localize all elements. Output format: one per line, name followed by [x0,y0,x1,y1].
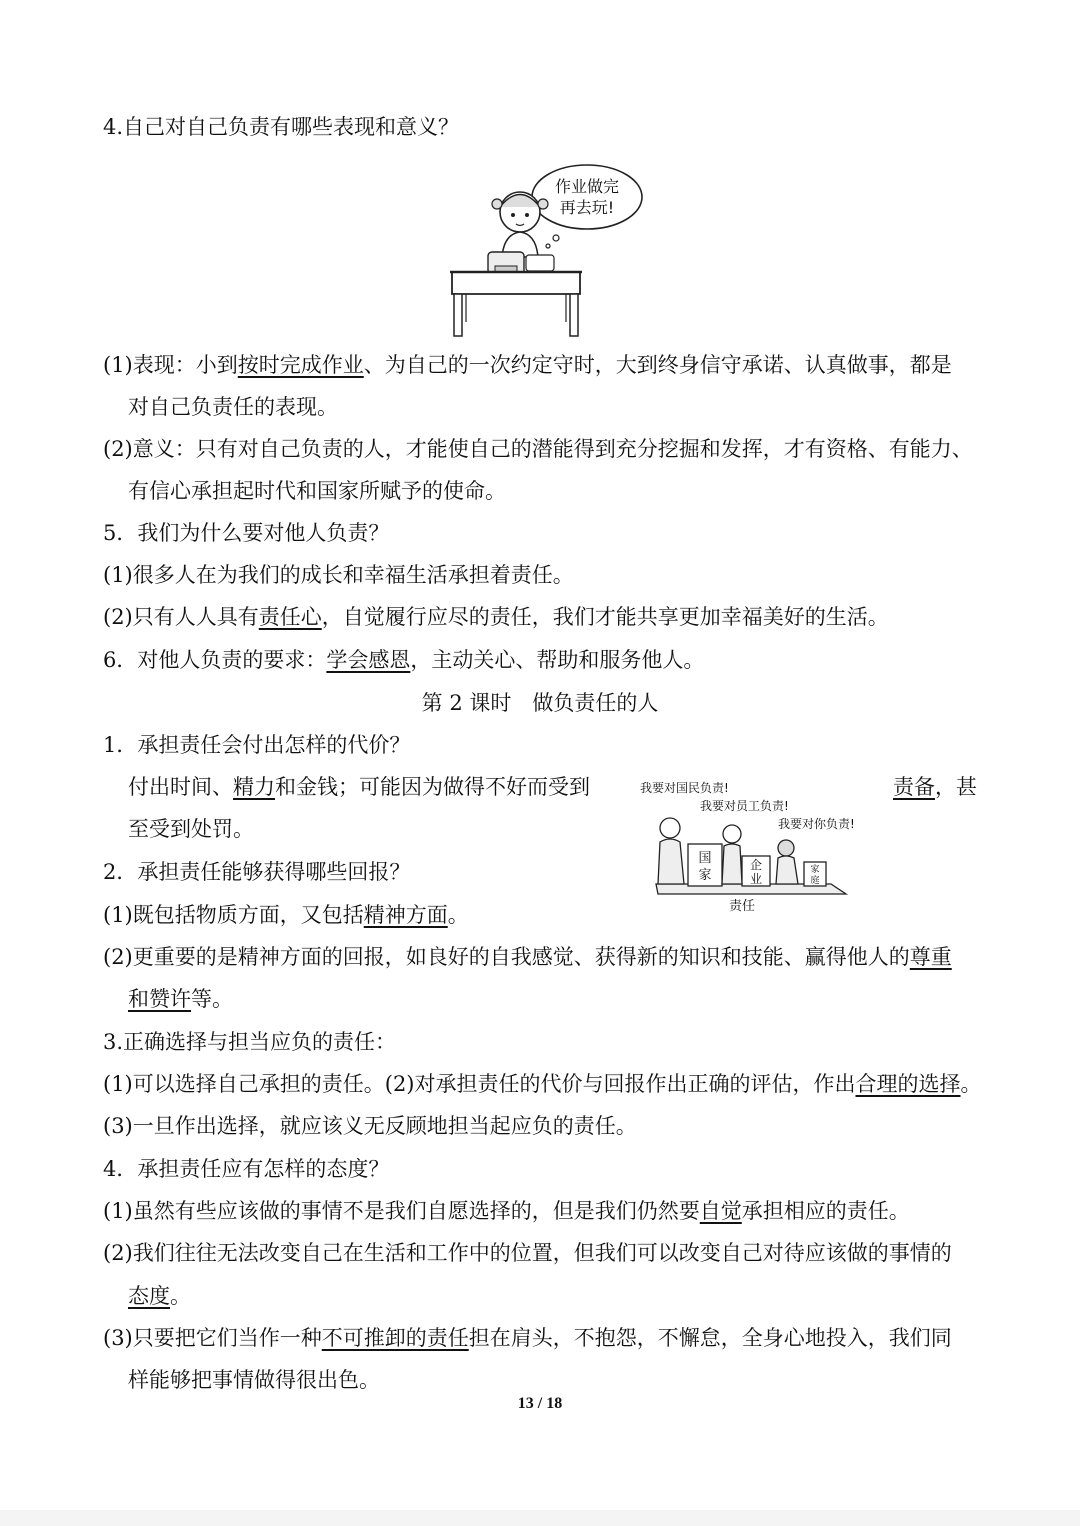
q6-line: 6．对他人负责的要求：学会感恩，主动关心、帮助和服务他人。 [103,648,705,672]
page-number: 13 / 18 [517,1395,563,1412]
q4-meaning-line2: 有信心承担起时代和国家所赋予的使命。 [128,479,506,503]
s4-title: 4．承担责任应有怎样的态度？ [103,1157,390,1181]
bubble-enterprise: 我要对员工负责! [700,799,789,813]
s4-point1: (1)虽然有些应该做的事情不是我们自愿选择的，但是我们仍然要自觉承担相应的责任。 [103,1199,910,1223]
s4-point2-line2: 态度。 [128,1284,191,1308]
q4-title: 4.自己对自己负责有哪些表现和意义？ [103,115,460,139]
s3-point3: (3)一旦作出选择，就应该义无反顾地担当起应负的责任。 [103,1114,637,1138]
s3-point1: (1)可以选择自己承担的责任。(2)对承担责任的代价与回报作出正确的评估，作出合理的选择。 [103,1072,982,1096]
s2-point2-line1: (2)更重要的是精神方面的回报，如良好的自我感觉、获得新的知识和技能、赢得他人的尊重 [103,945,952,969]
q4-expression-line1: (1)表现：小到按时完成作业、为自己的一次约定守时，大到终身信守承诺、认真做事，都是 [103,353,952,377]
s2-point2-line2: 和赞许等。 [128,987,233,1011]
page-bottom-edge [0,1510,1080,1526]
box-enterprise-char2: 业 [749,872,763,886]
s4-point2-line1: (2)我们往往无法改变自己在生活和工作中的位置，但我们可以改变自己对待应该做的事情的 [103,1241,952,1265]
box-enterprise-char1: 企 [749,858,763,872]
box-country-char1: 国 [698,851,712,866]
speech-line-1: 作业做完 [554,177,620,196]
box-family-char1: 家 [810,865,820,875]
q5-point1: (1)很多人在为我们的成长和幸福生活承担着责任。 [103,563,574,587]
s2-title: 2．承担责任能够获得哪些回报？ [103,860,411,884]
lesson-title: 第 2 课时 做负责任的人 [421,691,659,715]
s1-answer-line1: 付出时间、精力和金钱；可能因为做得不好而受到 [128,775,590,799]
q5-title: 5．我们为什么要对他人负责？ [103,521,390,545]
figure-caption: 责任 [728,899,756,914]
box-family-char2: 庭 [810,876,820,886]
girl-homework-illustration [440,162,650,340]
s4-point3-line1: (3)只要把它们当作一种不可推卸的责任担在肩头，不抱怨，不懈怠，全身心地投入，我们同 [103,1326,952,1350]
s1-answer-line2: 至受到处罚。 [128,817,254,841]
q5-point2: (2)只有人人具有责任心，自觉履行应尽的责任，我们才能共享更加幸福美好的生活。 [103,605,889,629]
s2-point1: (1)既包括物质方面，又包括精神方面。 [103,903,469,927]
speech-line-2: 再去玩! [559,198,615,217]
bubble-family: 我要对你负责! [778,817,855,831]
bubble-country: 我要对国民负责! [640,781,729,795]
s1-title: 1．承担责任会付出怎样的代价？ [103,733,411,757]
box-country-char2: 家 [698,868,712,883]
q4-expression-line2: 对自己负责任的表现。 [128,395,338,419]
s4-point3-line2: 样能够把事情做得很出色。 [128,1368,380,1392]
responsibility-illustration [636,776,866,918]
q4-meaning-line1: (2)意义：只有对自己负责的人，才能使自己的潜能得到充分挖掘和发挥，才有资格、有能力、 [103,437,973,461]
s3-title: 3.正确选择与担当应负的责任： [103,1030,397,1054]
s1-answer-line1-end: 责备，甚 [893,775,977,799]
